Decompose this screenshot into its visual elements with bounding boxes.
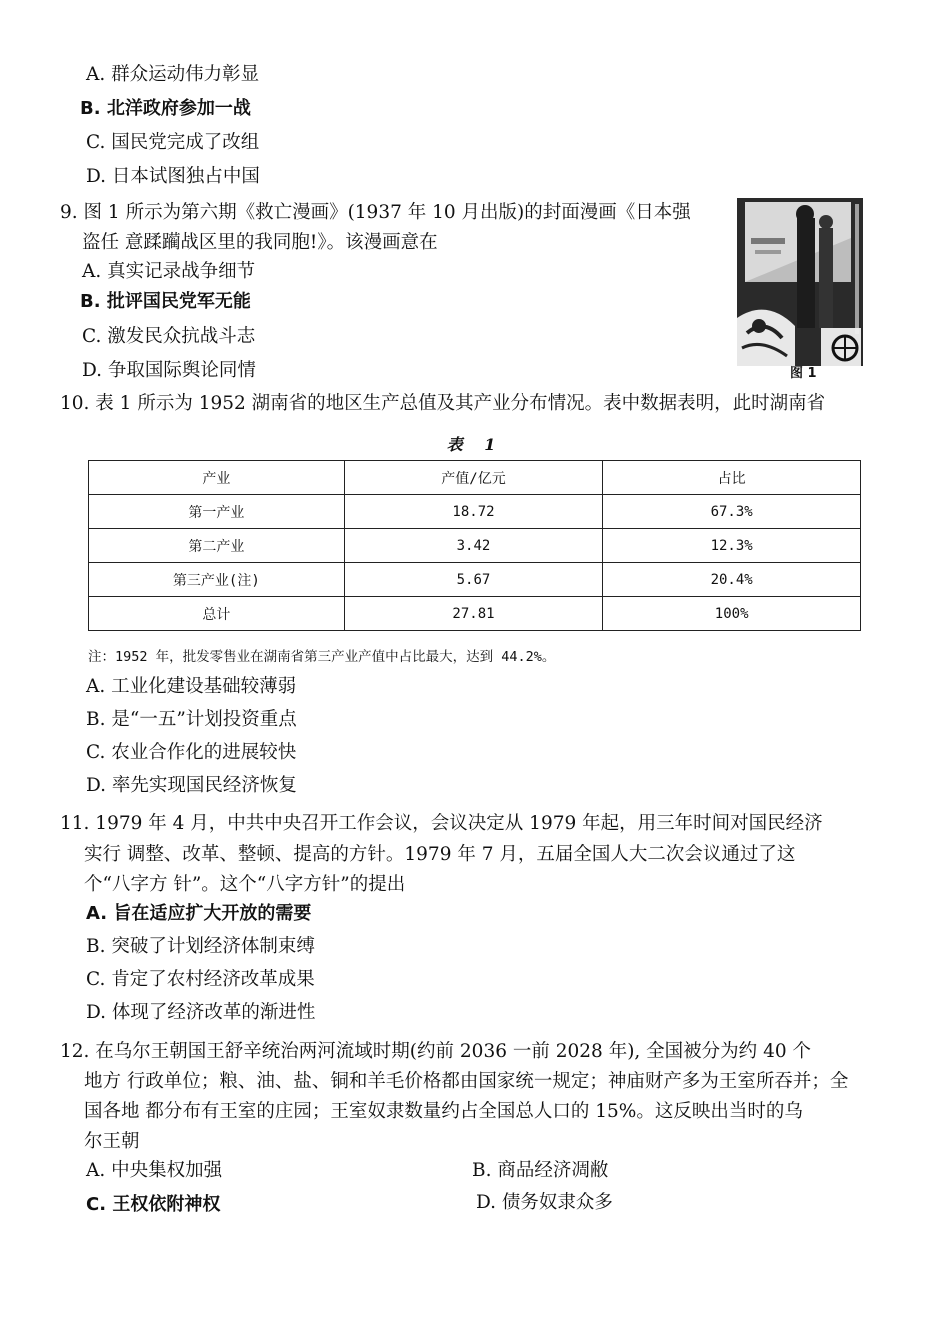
table-cell: 5.67 xyxy=(344,563,603,597)
table-title: 表 1 xyxy=(446,435,504,454)
q11-stem-line3: 个“八字方 针”。这个“八字方针”的提出 xyxy=(84,874,406,895)
table-header-cell: 产值/亿元 xyxy=(344,461,603,495)
figure-caption: 图 1 xyxy=(790,366,817,381)
table-cell: 第三产业(注) xyxy=(89,563,345,597)
table-header-cell: 产业 xyxy=(89,461,345,495)
q9-option-c: C. 激发民众抗战斗志 xyxy=(82,326,256,347)
table-row xyxy=(89,529,861,563)
q8-option-c: C. 国民党完成了改组 xyxy=(86,132,260,153)
q9-stem-line2: 盗任 意蹂躏战区里的我同胞!》。该漫画意在 xyxy=(82,232,438,253)
q9-stem-line1: 9. 图 1 所示为第六期《救亡漫画》(1937 年 10 月出版)的封面漫画《日本强 xyxy=(60,202,691,223)
table-row xyxy=(89,563,861,597)
table-cell: 27.81 xyxy=(344,597,603,631)
q9-option-b: B. 批评国民党军无能 xyxy=(80,291,251,312)
q11-option-c: C. 肯定了农村经济改革成果 xyxy=(86,969,315,990)
q10-option-a: A. 工业化建设基础较薄弱 xyxy=(86,676,297,697)
table-cell: 第一产业 xyxy=(89,495,345,529)
industry-table xyxy=(88,460,861,631)
cartoon-illustration xyxy=(737,198,863,366)
q12-option-a: A. 中央集权加强 xyxy=(86,1160,223,1181)
q12-option-d: D. 债务奴隶众多 xyxy=(476,1192,613,1213)
q12-option-c: C. 王权依附神权 xyxy=(86,1194,221,1215)
q10-option-c: C. 农业合作化的进展较快 xyxy=(86,742,297,763)
q12-stem-line4: 尔王朝 xyxy=(84,1131,140,1152)
table-cell: 20.4% xyxy=(603,563,861,597)
table-header-row xyxy=(89,461,861,495)
q12-stem-line1: 12. 在乌尔王朝国王舒辛统治两河流域时期(约前 2036 一前 2028 年), 全国被分为约 40 个 xyxy=(60,1041,811,1062)
q9-option-d: D. 争取国际舆论同情 xyxy=(82,360,256,381)
q12-stem-line3: 国各地 都分布有王室的庄园；王室奴隶数量约占全国总人口的 15%。这反映出当时的乌 xyxy=(84,1101,803,1122)
q8-option-d: D. 日本试图独占中国 xyxy=(86,166,260,187)
q11-stem-line1: 11. 1979 年 4 月，中共中央召开工作会议，会议决定从 1979 年起，用三年时间对国民经济 xyxy=(60,813,823,834)
q11-option-d: D. 体现了经济改革的渐进性 xyxy=(86,1002,316,1023)
q9-option-a: A. 真实记录战争细节 xyxy=(82,261,256,282)
q12-option-b: B. 商品经济凋敝 xyxy=(472,1160,609,1181)
table-cell: 18.72 xyxy=(344,495,603,529)
table-cell: 12.3% xyxy=(603,529,861,563)
q12-stem-line2: 地方 行政单位；粮、油、盐、铜和羊毛价格都由国家统一规定；神庙财产多为王室所吞并；全 xyxy=(84,1071,849,1092)
q10-stem: 10. 表 1 所示为 1952 湖南省的地区生产总值及其产业分布情况。表中数据表明，此时湖南省 xyxy=(60,393,826,414)
table-cell: 第二产业 xyxy=(89,529,345,563)
table-cell: 67.3% xyxy=(603,495,861,529)
q8-option-b: B. 北洋政府参加一战 xyxy=(80,98,251,119)
table-row xyxy=(89,495,861,529)
q11-stem-line2: 实行 调整、改革、整顿、提高的方针。1979 年 7 月，五届全国人大二次会议通过了这 xyxy=(84,844,796,865)
q10-option-d: D. 率先实现国民经济恢复 xyxy=(86,775,297,796)
table-note: 注：1952 年，批发零售业在湖南省第三产业产值中占比最大，达到 44.2%。 xyxy=(88,649,556,665)
table-cell: 3.42 xyxy=(344,529,603,563)
table-row xyxy=(89,597,861,631)
q11-option-b: B. 突破了计划经济体制束缚 xyxy=(86,936,315,957)
table-header-cell: 占比 xyxy=(603,461,861,495)
table-cell: 100% xyxy=(603,597,861,631)
table-cell: 总计 xyxy=(89,597,345,631)
cartoon-figure xyxy=(737,198,863,366)
q8-option-a: A. 群众运动伟力彰显 xyxy=(86,64,260,85)
q10-option-b: B. 是“一五”计划投资重点 xyxy=(86,709,297,730)
q11-option-a: A. 旨在适应扩大开放的需要 xyxy=(86,903,312,924)
